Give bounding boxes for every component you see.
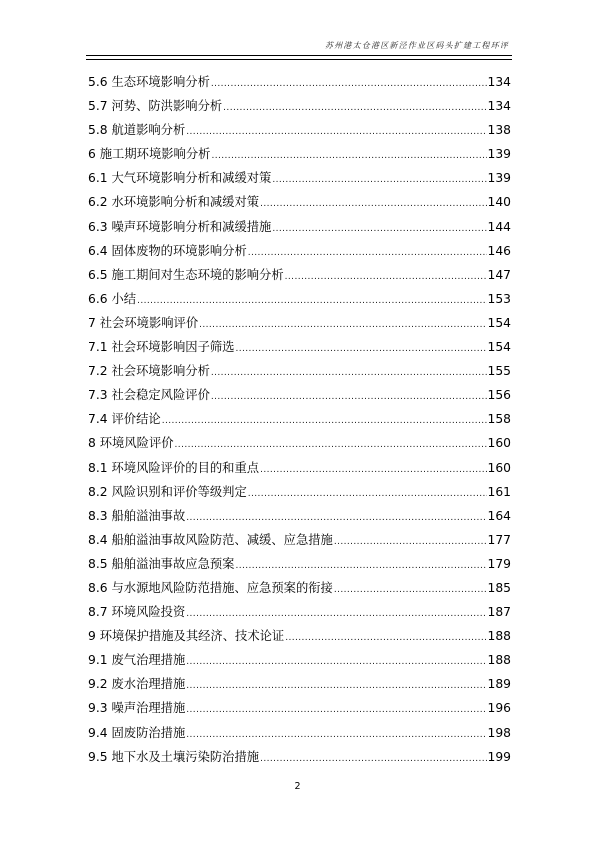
toc-section-number: 6.1 bbox=[88, 171, 108, 186]
toc-entry-title bbox=[88, 480, 247, 504]
table-of-contents bbox=[88, 70, 511, 769]
dot-leader bbox=[211, 72, 487, 96]
toc-section-title: 环境保护措施及其经济、技术论证 bbox=[99, 629, 285, 644]
toc-section-title: 与水源地风险防范措施、应急预案的衔接 bbox=[111, 580, 333, 595]
toc-section-number: 9 bbox=[88, 629, 96, 644]
toc-page-number: 160 bbox=[487, 460, 511, 475]
toc-section-title: 噪声治理措施 bbox=[111, 701, 186, 716]
toc-page-number: 146 bbox=[487, 243, 511, 258]
toc-entry[interactable] bbox=[88, 70, 511, 94]
dot-leader bbox=[285, 626, 486, 650]
dot-leader bbox=[235, 337, 486, 361]
toc-entry-title bbox=[88, 263, 284, 287]
toc-section-title: 社会稳定风险评价 bbox=[111, 388, 210, 403]
toc-entry[interactable] bbox=[88, 239, 511, 263]
toc-page-number: 189 bbox=[487, 677, 511, 692]
toc-section-title: 环境风险评价的目的和重点 bbox=[111, 460, 260, 475]
toc-page-number: 134 bbox=[487, 99, 511, 114]
toc-entry-title bbox=[88, 431, 174, 455]
dot-leader bbox=[223, 96, 486, 120]
toc-entry-title bbox=[88, 672, 185, 696]
toc-section-title: 环境风险评价 bbox=[99, 436, 174, 451]
dot-leader bbox=[260, 747, 486, 771]
toc-page-number: 164 bbox=[487, 508, 511, 523]
toc-section-number: 7.3 bbox=[88, 388, 108, 403]
toc-section-number: 6.2 bbox=[88, 195, 108, 210]
toc-section-number: 7.2 bbox=[88, 364, 108, 379]
toc-entry-title bbox=[88, 528, 333, 552]
dot-leader bbox=[186, 120, 486, 144]
toc-entry-title bbox=[88, 118, 185, 142]
dot-leader bbox=[186, 602, 486, 626]
toc-section-number: 8.3 bbox=[88, 508, 108, 523]
toc-entry[interactable] bbox=[88, 696, 511, 720]
toc-entry-title bbox=[88, 552, 234, 576]
toc-entry[interactable] bbox=[88, 142, 511, 166]
dot-leader bbox=[272, 217, 486, 241]
toc-page-number: 134 bbox=[487, 75, 511, 89]
toc-entry-title bbox=[88, 383, 210, 407]
toc-section-number: 8.4 bbox=[88, 532, 108, 547]
toc-entry[interactable] bbox=[88, 456, 511, 480]
toc-section-title: 噪声环境影响分析和减缓措施 bbox=[111, 219, 272, 234]
toc-section-number: 8.2 bbox=[88, 484, 108, 499]
toc-page-number: 138 bbox=[487, 123, 511, 138]
dot-leader bbox=[211, 361, 487, 385]
toc-entry[interactable] bbox=[88, 287, 511, 311]
toc-entry[interactable] bbox=[88, 528, 511, 552]
toc-section-title: 废气治理措施 bbox=[111, 653, 186, 668]
dot-leader bbox=[260, 192, 486, 216]
toc-entry[interactable] bbox=[88, 648, 511, 672]
toc-entry-title bbox=[88, 142, 210, 166]
toc-section-number: 6.4 bbox=[88, 243, 108, 258]
toc-page-number: 188 bbox=[487, 653, 511, 668]
toc-entry-title bbox=[88, 721, 185, 745]
toc-entry-title bbox=[88, 576, 333, 600]
toc-section-number: 8 bbox=[88, 436, 96, 451]
toc-section-number: 6.3 bbox=[88, 219, 108, 234]
toc-entry[interactable] bbox=[88, 383, 511, 407]
toc-section-title: 船舶溢油事故风险防范、减缓、应急措施 bbox=[111, 532, 333, 547]
toc-section-title: 航道影响分析 bbox=[111, 123, 186, 138]
dot-leader bbox=[186, 698, 486, 722]
toc-section-number: 8.5 bbox=[88, 556, 108, 571]
dot-leader bbox=[186, 674, 486, 698]
toc-section-number: 5.8 bbox=[88, 123, 108, 138]
toc-entry[interactable] bbox=[88, 263, 511, 287]
toc-entry[interactable] bbox=[88, 215, 511, 239]
toc-section-number: 5.6 bbox=[88, 75, 108, 89]
dot-leader bbox=[199, 313, 486, 337]
dot-leader bbox=[248, 482, 487, 506]
toc-section-title: 施工期环境影响分析 bbox=[99, 147, 211, 162]
toc-entry-title bbox=[88, 311, 198, 335]
toc-page-number: 154 bbox=[487, 315, 511, 330]
toc-entry[interactable] bbox=[88, 745, 511, 769]
toc-page-number: 154 bbox=[487, 340, 511, 355]
toc-page-number: 153 bbox=[487, 291, 511, 306]
toc-section-title: 施工期间对生态环境的影响分析 bbox=[111, 267, 284, 282]
toc-entry[interactable] bbox=[88, 359, 511, 383]
toc-entry[interactable] bbox=[88, 672, 511, 696]
toc-entry-title bbox=[88, 407, 161, 431]
toc-page-number: 144 bbox=[487, 219, 511, 234]
dot-leader bbox=[272, 168, 486, 192]
toc-section-title: 大气环境影响分析和减缓对策 bbox=[111, 171, 272, 186]
toc-section-title: 水环境影响分析和减缓对策 bbox=[111, 195, 260, 210]
toc-section-title: 小结 bbox=[111, 291, 137, 306]
dot-leader bbox=[211, 144, 486, 168]
toc-section-number: 6.6 bbox=[88, 291, 108, 306]
toc-section-number: 9.5 bbox=[88, 749, 108, 764]
toc-section-number: 9.2 bbox=[88, 677, 108, 692]
toc-page-number: 187 bbox=[487, 605, 511, 620]
toc-entry-title bbox=[88, 648, 185, 672]
toc-entry-title bbox=[88, 239, 247, 263]
toc-section-number: 8.1 bbox=[88, 460, 108, 475]
toc-entry[interactable] bbox=[88, 166, 511, 190]
toc-page-number: 140 bbox=[487, 195, 511, 210]
dot-leader bbox=[186, 723, 486, 747]
toc-entry[interactable] bbox=[88, 190, 511, 214]
header-rule-thin bbox=[86, 59, 512, 60]
toc-section-number: 6 bbox=[88, 147, 96, 162]
dot-leader bbox=[211, 385, 487, 409]
toc-section-number: 7 bbox=[88, 315, 96, 330]
toc-entry-title bbox=[88, 166, 271, 190]
toc-entry-title bbox=[88, 70, 210, 94]
toc-section-title: 固废防治措施 bbox=[111, 725, 186, 740]
toc-entry-title bbox=[88, 624, 284, 648]
toc-page-number: 139 bbox=[487, 147, 511, 162]
toc-entry[interactable] bbox=[88, 552, 511, 576]
toc-page-number: 177 bbox=[487, 532, 511, 547]
dot-leader bbox=[137, 289, 486, 313]
toc-entry[interactable] bbox=[88, 335, 511, 359]
toc-entry-title bbox=[88, 745, 259, 769]
toc-section-title: 社会环境影响分析 bbox=[111, 364, 210, 379]
toc-entry[interactable] bbox=[88, 480, 511, 504]
toc-section-title: 地下水及土壤污染防治措施 bbox=[111, 749, 260, 764]
toc-entry[interactable] bbox=[88, 504, 511, 528]
toc-entry-title bbox=[88, 215, 271, 239]
toc-page-number: 185 bbox=[487, 580, 511, 595]
dot-leader bbox=[186, 650, 486, 674]
toc-page-number: 139 bbox=[487, 171, 511, 186]
toc-section-title: 环境风险投资 bbox=[111, 605, 186, 620]
toc-section-number: 7.1 bbox=[88, 340, 108, 355]
toc-entry-title bbox=[88, 456, 259, 480]
toc-section-number: 9.1 bbox=[88, 653, 108, 668]
dot-leader bbox=[260, 458, 486, 482]
toc-entry[interactable] bbox=[88, 118, 511, 142]
dot-leader bbox=[186, 506, 486, 530]
toc-section-number: 8.6 bbox=[88, 580, 108, 595]
dot-leader bbox=[235, 554, 486, 578]
toc-entry-title bbox=[88, 504, 185, 528]
toc-section-number: 9.3 bbox=[88, 701, 108, 716]
toc-entry-title bbox=[88, 335, 234, 359]
toc-page-number: 188 bbox=[487, 629, 511, 644]
toc-entry[interactable] bbox=[88, 407, 511, 431]
toc-entry-title bbox=[88, 600, 185, 624]
running-header: 苏州港太仓港区新泾作业区码头扩建工程环评 bbox=[325, 41, 509, 50]
toc-entry[interactable] bbox=[88, 94, 511, 118]
toc-page-number: 156 bbox=[487, 388, 511, 403]
toc-entry-title bbox=[88, 359, 210, 383]
toc-page-number: 160 bbox=[487, 436, 511, 451]
toc-entry[interactable] bbox=[88, 624, 511, 648]
dot-leader bbox=[334, 578, 487, 602]
toc-section-title: 船舶溢油事故 bbox=[111, 508, 186, 523]
toc-section-number: 5.7 bbox=[88, 99, 108, 114]
toc-section-title: 社会环境影响因子筛选 bbox=[111, 340, 235, 355]
dot-leader bbox=[334, 530, 487, 554]
toc-section-title: 固体废物的环境影响分析 bbox=[111, 243, 247, 258]
toc-entry[interactable] bbox=[88, 600, 511, 624]
toc-page-number: 155 bbox=[487, 364, 511, 379]
dot-leader bbox=[248, 241, 487, 265]
toc-page-number: 196 bbox=[487, 701, 511, 716]
toc-section-number: 8.7 bbox=[88, 605, 108, 620]
dot-leader bbox=[285, 265, 487, 289]
toc-entry-title bbox=[88, 287, 136, 311]
toc-section-number: 7.4 bbox=[88, 412, 108, 427]
toc-entry[interactable] bbox=[88, 576, 511, 600]
header-rule-thick bbox=[86, 55, 512, 56]
toc-entry[interactable] bbox=[88, 311, 511, 335]
toc-entry-title bbox=[88, 696, 185, 720]
toc-section-title: 社会环境影响评价 bbox=[99, 315, 199, 330]
dot-leader bbox=[175, 433, 487, 457]
toc-entry-title bbox=[88, 94, 222, 118]
page-number: 2 bbox=[294, 781, 301, 792]
toc-page-number: 158 bbox=[487, 412, 511, 427]
dot-leader bbox=[162, 409, 487, 433]
toc-section-title: 风险识别和评价等级判定 bbox=[111, 484, 247, 499]
toc-page-number: 161 bbox=[487, 484, 511, 499]
toc-entry-title bbox=[88, 190, 259, 214]
toc-section-title: 生态环境影响分析 bbox=[111, 75, 210, 89]
toc-entry[interactable] bbox=[88, 721, 511, 745]
toc-page-number: 179 bbox=[487, 556, 511, 571]
toc-page-number: 198 bbox=[487, 725, 511, 740]
toc-page-number: 199 bbox=[487, 749, 511, 764]
toc-section-title: 船舶溢油事故应急预案 bbox=[111, 556, 235, 571]
toc-section-number: 9.4 bbox=[88, 725, 108, 740]
toc-section-title: 评价结论 bbox=[111, 412, 161, 427]
toc-section-title: 河势、防洪影响分析 bbox=[111, 99, 223, 114]
toc-entry[interactable] bbox=[88, 431, 511, 455]
toc-section-title: 废水治理措施 bbox=[111, 677, 186, 692]
toc-page-number: 147 bbox=[487, 267, 511, 282]
toc-section-number: 6.5 bbox=[88, 267, 108, 282]
